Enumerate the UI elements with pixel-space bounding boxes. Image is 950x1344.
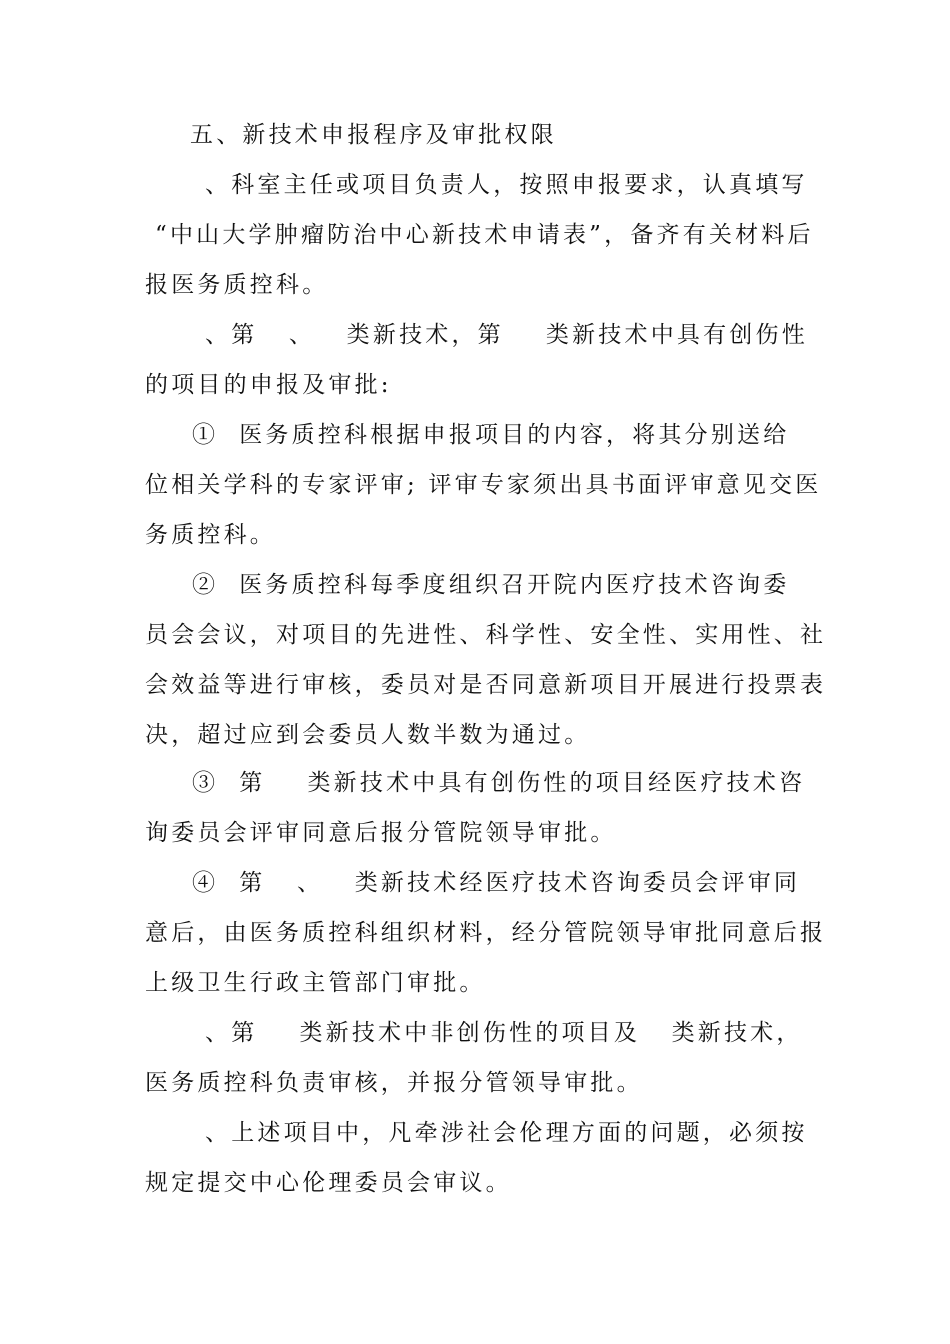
section-heading: 五、新技术申报程序及审批权限: [190, 122, 557, 148]
paragraph-line: 会效益等进行审核，委员对是否同意新项目开展进行投票表: [145, 672, 827, 698]
paragraph-line: 、第 类新技术中非创伤性的项目及 类新技术，: [205, 1020, 803, 1046]
paragraph-line: 意后，由医务质控科组织材料，经分管院领导审批同意后报: [145, 920, 827, 946]
paragraph-line: 、上述项目中，凡牵涉社会伦理方面的问题，必须按: [205, 1120, 808, 1146]
paragraph-line: 位相关学科的专家评审; 评审专家须出具书面评审意见交医: [145, 472, 822, 498]
paragraph-line: “中山大学肿瘤防治中心新技术申请表”，备齐有关材料后: [155, 222, 814, 248]
list-item-line: ① 医务质控科根据申报项目的内容，将其分别送给: [192, 422, 790, 448]
paragraph-line: 询委员会评审同意后报分管院领导审批。: [145, 820, 617, 846]
paragraph-line: 规定提交中心伦理委员会审议。: [145, 1170, 512, 1196]
paragraph-line: 员会会议，对项目的先进性、科学性、安全性、实用性、社: [145, 622, 827, 648]
paragraph-line: 的项目的申报及审批:: [145, 372, 392, 398]
list-item-line: ② 医务质控科每季度组织召开院内医疗技术咨询委: [192, 572, 790, 598]
paragraph-line: 报医务质控科。: [145, 272, 329, 298]
paragraph-line: 、科室主任或项目负责人，按照申报要求，认真填写: [205, 172, 808, 198]
paragraph-line: 决，超过应到会委员人数半数为通过。: [145, 722, 591, 748]
paragraph-line: 务质控科。: [145, 522, 276, 548]
list-item-line: ③ 第 类新技术中具有创伤性的项目经医疗技术咨: [192, 770, 806, 796]
paragraph-line: 、第 、 类新技术，第 类新技术中具有创伤性: [205, 322, 808, 348]
paragraph-line: 上级卫生行政主管部门审批。: [145, 970, 486, 996]
list-item-line: ④ 第 、 类新技术经医疗技术咨询委员会评审同: [192, 870, 801, 896]
paragraph-line: 医务质控科负责审核，并报分管领导审批。: [145, 1070, 643, 1096]
